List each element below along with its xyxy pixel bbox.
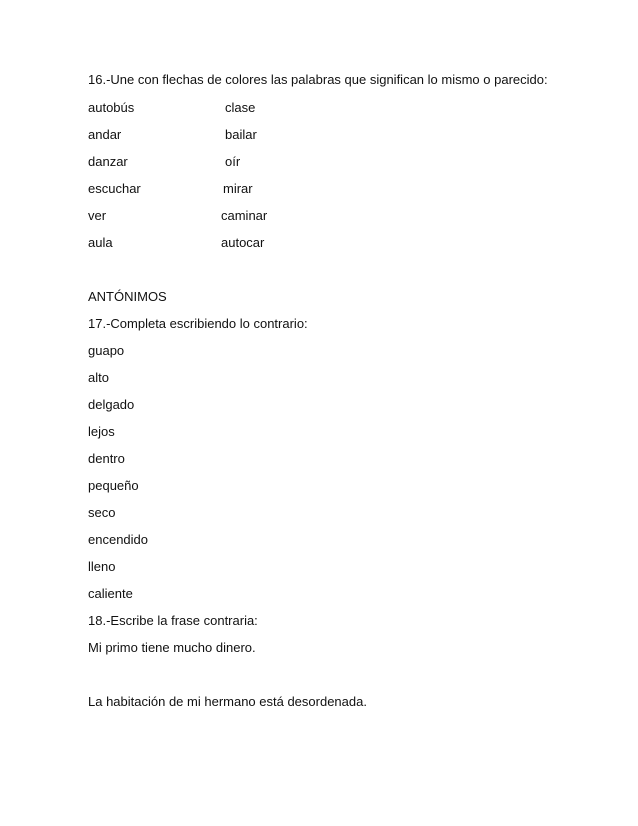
antonym-word: pequeño xyxy=(88,478,139,493)
match-left-word: autobús xyxy=(88,100,135,115)
exercise-18-heading: 18.-Escribe la frase contraria: xyxy=(88,613,258,628)
match-right-word: bailar xyxy=(225,127,257,142)
antonym-word: guapo xyxy=(88,343,125,358)
match-left-word: ver xyxy=(88,208,107,223)
match-right-word: autocar xyxy=(221,235,265,250)
match-right-word: clase xyxy=(225,100,256,115)
sentence-to-invert: Mi primo tiene mucho dinero. xyxy=(88,640,256,655)
match-left-word: andar xyxy=(88,127,122,142)
match-left-word: aula xyxy=(88,235,113,250)
antonym-word: lejos xyxy=(88,424,115,439)
antonym-word: encendido xyxy=(88,532,148,547)
match-left-word: escuchar xyxy=(88,181,141,196)
match-right-word: caminar xyxy=(221,208,268,223)
sentence-to-invert: La habitación de mi hermano está desordenada. xyxy=(88,694,367,709)
exercise-16-heading: 16.-Une con flechas de colores las palabras que significan lo mismo o parecido: xyxy=(88,72,548,87)
antonym-word: seco xyxy=(88,505,116,520)
antonym-word: dentro xyxy=(88,451,125,466)
antonyms-title: ANTÓNIMOS xyxy=(88,289,167,304)
antonym-word: alto xyxy=(88,370,109,385)
exercise-17-heading: 17.-Completa escribiendo lo contrario: xyxy=(88,316,308,331)
antonym-word: lleno xyxy=(88,559,116,574)
antonym-word: caliente xyxy=(88,586,133,601)
match-right-word: mirar xyxy=(223,181,253,196)
antonym-word: delgado xyxy=(88,397,135,412)
match-right-word: oír xyxy=(225,154,241,169)
match-left-word: danzar xyxy=(88,154,128,169)
